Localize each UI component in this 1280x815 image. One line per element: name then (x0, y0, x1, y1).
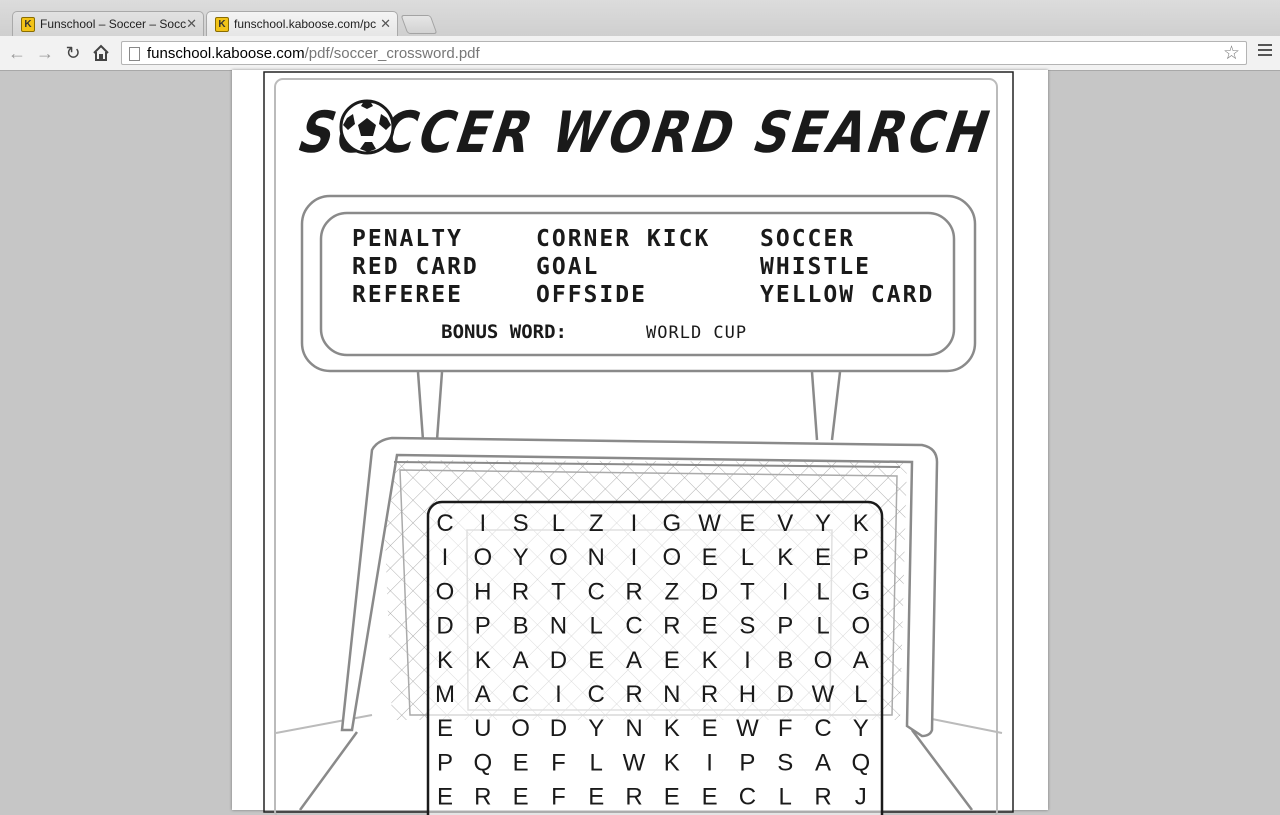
grid-letter: O (662, 544, 682, 572)
grid-letter: I (555, 681, 562, 708)
grid-letter: L (816, 578, 830, 606)
grid-letter: C (436, 510, 454, 537)
grid-letter: E (701, 612, 718, 640)
grid-letter: S (512, 510, 529, 537)
grid-letter: I (781, 578, 789, 606)
grid-letter: D (549, 715, 568, 743)
grid-letter: I (706, 749, 713, 777)
grid-letter: L (589, 749, 603, 777)
grid-letter: Y (512, 544, 529, 572)
tab-soccer-pdf[interactable] (206, 11, 398, 36)
grid-letter: C (625, 612, 643, 640)
grid-letter: A (814, 749, 832, 777)
grid-letter: V (777, 510, 794, 537)
grid-letter: C (814, 715, 832, 743)
grid-letter: N (663, 681, 681, 708)
grid-letter: F (777, 715, 793, 743)
word-list-item: REFEREE (352, 282, 463, 308)
grid-letter: E (512, 783, 529, 811)
grid-letter: G (662, 510, 682, 537)
pdf-page (232, 70, 1140, 811)
grid-letter: I (630, 544, 638, 572)
grid-letter: Z (588, 510, 604, 537)
grid-letter: W (698, 510, 721, 537)
grid-letter: P (777, 612, 794, 640)
forward-button[interactable]: → (36, 43, 54, 63)
grid-letter: O (435, 578, 455, 606)
grid-letter: R (474, 783, 492, 811)
address-bar[interactable] (121, 41, 1247, 65)
grid-letter: A (474, 681, 491, 708)
word-list-item: GOAL (536, 254, 600, 280)
grid-letter: C (738, 783, 757, 811)
grid-letter: J (854, 783, 867, 811)
grid-letter: L (740, 544, 755, 572)
grid-letter: L (589, 612, 603, 640)
kaboose-favicon-icon: K (21, 17, 35, 32)
grid-letter: R (625, 783, 643, 811)
grid-letter: S (777, 749, 794, 777)
grid-letter: N (549, 612, 568, 640)
grid-letter: E (701, 715, 718, 743)
close-tab-icon[interactable]: ✕ (186, 16, 197, 31)
grid-letter: Q (851, 749, 871, 777)
grid-letter: A (625, 646, 643, 674)
grid-letter: Y (588, 715, 605, 743)
grid-letter: O (851, 612, 871, 640)
tab-title: Funschool – Soccer – Socc (40, 17, 187, 31)
grid-letter: Y (852, 715, 869, 743)
grid-letter: A (852, 646, 869, 674)
grid-letter: E (663, 783, 680, 811)
word-list-item: PENALTY (352, 226, 463, 252)
grid-letter: C (587, 578, 605, 606)
grid-letter: A (512, 646, 529, 674)
kaboose-favicon-icon: K (215, 17, 229, 32)
url-host: funschool.kaboose.com (147, 45, 305, 62)
bonus-word: WORLD CUP (646, 323, 748, 343)
grid-letter: E (436, 715, 454, 743)
grid-letter: N (587, 544, 605, 572)
grid-letter: K (663, 749, 680, 777)
home-icon (92, 44, 110, 62)
bookmark-star-icon[interactable]: ☆ (1222, 43, 1240, 64)
grid-letter: I (630, 510, 638, 537)
grid-letter: T (740, 578, 755, 606)
grid-letter: L (551, 510, 566, 537)
grid-letter: O (549, 544, 568, 572)
grid-letter: E (512, 749, 529, 777)
word-list-item: YELLOW CARD (760, 282, 935, 308)
menu-icon[interactable] (1258, 44, 1272, 59)
word-list-item: SOCCER (760, 226, 856, 252)
grid-letter: E (701, 783, 718, 811)
grid-letter: D (776, 681, 794, 708)
grid-letter: K (436, 646, 454, 674)
grid-letter: D (700, 578, 719, 606)
grid-letter: E (588, 783, 605, 811)
grid-letter: C (511, 681, 530, 708)
grid-letter: E (739, 510, 756, 537)
grid-letter: N (625, 715, 643, 743)
grid-letter: P (436, 749, 454, 777)
grid-letter: K (663, 715, 680, 743)
word-list-item: CORNER KICK (536, 226, 711, 252)
grid-letter: E (701, 544, 718, 572)
grid-letter: B (512, 612, 529, 640)
grid-letter: I (441, 544, 449, 572)
grid-letter: C (587, 681, 605, 708)
tab-title: funschool.kaboose.com/pc (234, 17, 377, 31)
new-tab-button[interactable] (401, 15, 438, 34)
grid-letter: T (551, 578, 566, 606)
grid-letter: W (811, 681, 835, 708)
grid-letter: K (701, 646, 718, 674)
grid-letter: G (851, 578, 871, 606)
grid-letter: U (474, 715, 492, 743)
grid-letter: W (622, 749, 646, 777)
grid-letter: B (777, 646, 794, 674)
grid-letter: I (479, 510, 487, 537)
home-button[interactable] (90, 42, 112, 64)
page-icon (129, 47, 140, 61)
grid-letter: P (852, 544, 869, 572)
grid-letter: S (739, 612, 756, 640)
tab-strip (0, 0, 1280, 36)
grid-letter: R (814, 783, 832, 811)
grid-letter: L (778, 783, 792, 811)
bonus-word-label: BONUS WORD: (441, 321, 567, 343)
grid-letter: K (777, 544, 794, 572)
tab-funschool-soccer[interactable] (12, 11, 204, 36)
grid-letter: R (511, 578, 530, 606)
close-tab-icon[interactable]: ✕ (380, 16, 391, 31)
grid-letter: M (435, 681, 455, 708)
word-list-item: WHISTLE (760, 254, 871, 280)
grid-letter: Y (814, 510, 832, 537)
grid-letter: R (625, 681, 643, 708)
grid-letter: I (744, 646, 751, 674)
back-button[interactable]: ← (8, 43, 26, 63)
url-text (147, 45, 480, 62)
word-search-worksheet (232, 70, 1140, 811)
grid-letter: W (736, 715, 759, 743)
worksheet-title: SOCCER WORD SEARCH (289, 99, 1140, 166)
grid-letter: D (436, 612, 454, 640)
grid-letter: H (738, 681, 757, 708)
word-list-item: OFFSIDE (536, 282, 647, 308)
grid-letter: O (813, 646, 833, 674)
reload-button[interactable]: ↻ (65, 43, 81, 63)
grid-letter: D (549, 646, 568, 674)
grid-letter: R (663, 612, 681, 640)
grid-letter: P (474, 612, 491, 640)
grid-letter: E (814, 544, 832, 572)
grid-letter: F (551, 783, 566, 811)
grid-letter: L (816, 612, 830, 640)
grid-letter: Q (473, 749, 493, 777)
grid-letter: E (436, 783, 454, 811)
grid-letter: O (473, 544, 493, 572)
grid-letter: O (511, 715, 530, 743)
word-list-item: RED CARD (352, 254, 479, 280)
browser-toolbar (0, 36, 1280, 71)
soccer-ball-icon (341, 101, 393, 153)
grid-letter: F (551, 749, 566, 777)
grid-letter: L (854, 681, 868, 708)
grid-letter: R (700, 681, 719, 708)
grid-letter: P (739, 749, 756, 777)
grid-letter: K (852, 510, 869, 537)
grid-letter: E (663, 646, 680, 674)
grid-letter: H (474, 578, 492, 606)
grid-letter: E (588, 646, 605, 674)
grid-letter: R (625, 578, 643, 606)
url-path: /pdf/soccer_crossword.pdf (304, 45, 480, 62)
grid-letter: Z (664, 578, 680, 606)
grid-letter: K (474, 646, 491, 674)
